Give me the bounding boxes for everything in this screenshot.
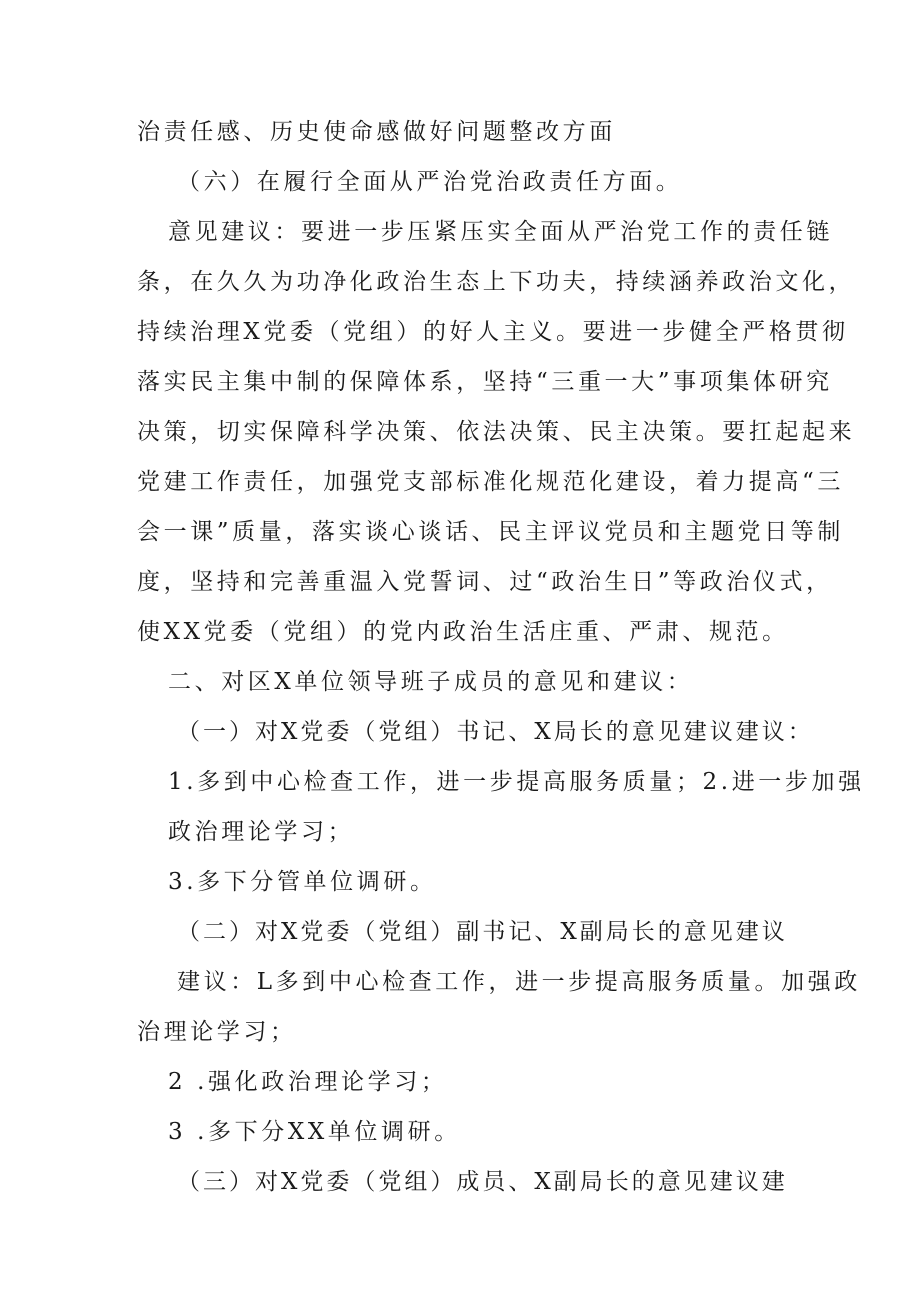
text-line: 治责任感、历史使命感做好问题整改方面: [137, 119, 616, 145]
text-line: 政治理论学习；: [168, 819, 355, 845]
list-item: 3 .多下分XX单位调研。: [168, 1119, 461, 1145]
text-line: 意见建议：要进一步压紧压实全面从严治党工作的责任链: [168, 219, 833, 245]
text-line: 度，坚持和完善重温入党誓词、过“政治生日”等政治仪式，: [137, 569, 833, 595]
subsection-heading: （三）对X党委（党组）成员、X副局长的意见建议建: [177, 1169, 788, 1195]
list-item: 1.多到中心检查工作，进一步提高服务质量；2.进一步加强: [168, 769, 865, 795]
section-heading: 二、对区X单位领导班子成员的意见和建议：: [168, 669, 694, 695]
text-line: 治理论学习；: [137, 1019, 297, 1045]
subsection-heading: （二）对X党委（党组）副书记、X副局长的意见建议: [177, 919, 788, 945]
list-item: 2 .强化政治理论学习；: [168, 1069, 448, 1095]
text-line: 落实民主集中制的保障体系，坚持“三重一大”事项集体研究: [137, 369, 833, 395]
text-line: 决策，切实保障科学决策、依法决策、民主决策。要扛起起来: [137, 419, 856, 445]
text-line: 使XX党委（党组）的党内政治生活庄重、严肃、规范。: [137, 619, 789, 645]
section-heading: （六）在履行全面从严治党治政责任方面。: [177, 169, 683, 195]
text-line: 持续治理X党委（党组）的好人主义。要进一步健全严格贯彻: [137, 319, 849, 345]
text-line: 党建工作责任，加强党支部标准化规范化建设，着力提高“三: [137, 469, 844, 495]
text-line: 建议：L多到中心检查工作，进一步提高服务质量。加强政: [177, 969, 861, 995]
list-item: 3.多下分管单位调研。: [168, 869, 437, 895]
subsection-heading: （一）对X党委（党组）书记、X局长的意见建议建议：: [177, 719, 814, 745]
text-line: 会一课”质量，落实谈心谈话、民主评议党员和主题党日等制: [137, 519, 844, 545]
text-line: 条，在久久为功净化政治生态上下功夫，持续涵养政治文化，: [137, 269, 856, 295]
